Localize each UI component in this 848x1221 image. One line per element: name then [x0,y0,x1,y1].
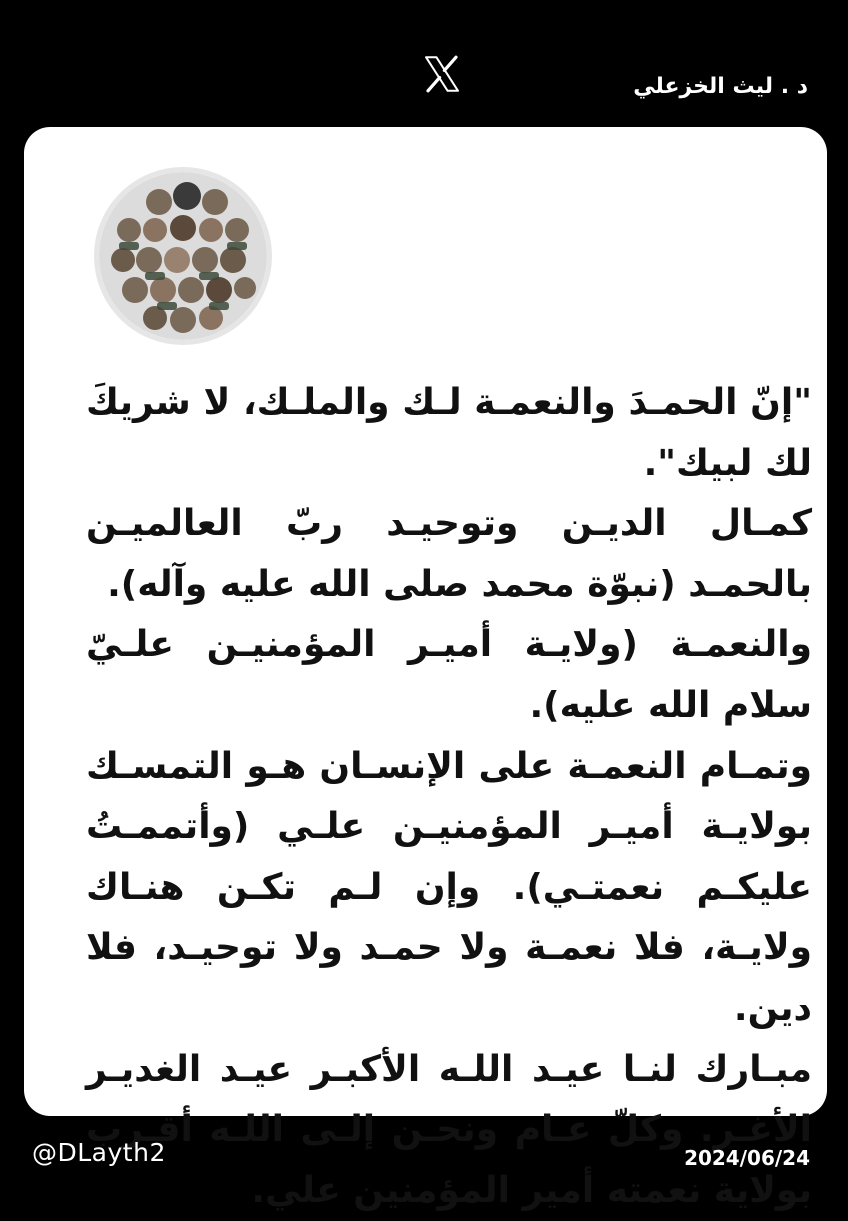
post-paragraph: "إنّ الحمـدَ والنعمـة لـك والملـك، لا شريكَ لك لبيك". [86,382,812,484]
group-portrait-avatar [99,172,267,340]
post-paragraph: وتمـام النعمـة على الإنسـان هـو التمسـك بولايـة أميـر المؤمنيـن علـي (وأتممـتُ عليكـم نعمتـي). وإن لـم تكـن هنـاك ولايـة، فلا نعمـة ولا حمـد ولا توحيـد، فلا دين. [86,745,812,1029]
post-date: 2024/06/24 [684,1146,810,1170]
post-paragraph: كمـال الديـن وتوحيـد ربّ العالميـن بالحمـد (نبوّة محمد صلى الله عليه وآله). [86,503,812,605]
author-name[interactable]: د . ليث الخزعلي [633,74,808,99]
post-paragraph: والنعمـة (ولايـة أميـر المؤمنيـن علـيّ سلام الله عليه). [86,624,812,726]
post-text [86,373,812,1221]
x-logo-icon [410,42,474,106]
post-paragraph: مبـارك لنـا عيـد اللـه الأكبـر عيـد الغديـر الأغـر. وكلّ عـام ونحـن إلـى اللـه أقـرب بولاية نعمته أمير المؤمنين علي. [86,1048,812,1211]
avatar[interactable] [94,167,272,345]
user-handle[interactable]: @DLayth2 [32,1138,166,1167]
